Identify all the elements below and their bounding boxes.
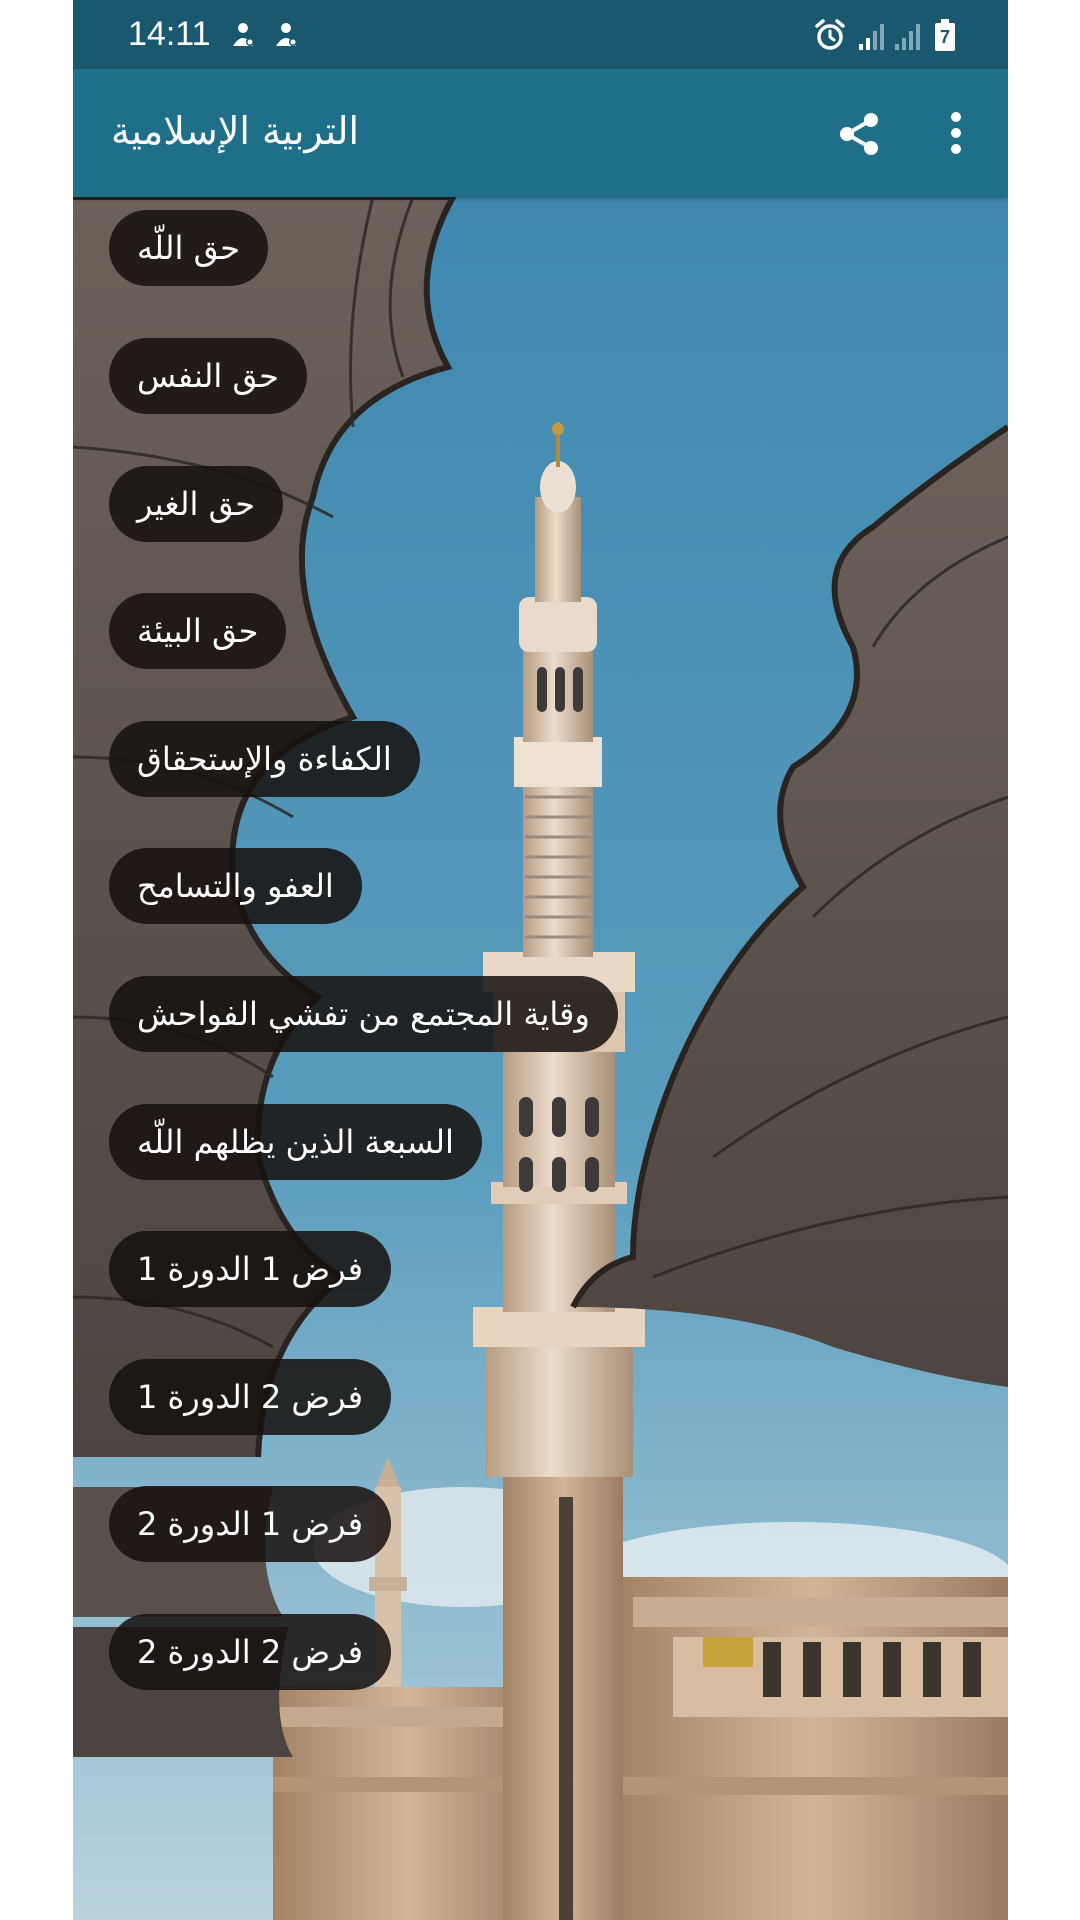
status-bar (73, 0, 1008, 69)
app-bar (73, 69, 1008, 197)
share-icon (835, 110, 883, 158)
menu-item-haq-alghayr[interactable]: حق الغير (109, 466, 283, 542)
menu-item-alkafaa[interactable]: الكفاءة والإستحقاق (109, 721, 420, 797)
notification-icon (230, 20, 256, 50)
menu-item-fard-1-dawra-2[interactable]: فرض 1 الدورة 2 (109, 1486, 391, 1562)
more-vert-icon (950, 111, 962, 155)
app-title: التربية الإسلامية (111, 109, 360, 153)
menu-item-haq-allah[interactable]: حق اللّه (109, 210, 268, 286)
app-screen (73, 0, 1008, 1920)
signal-icon (857, 18, 885, 52)
menu-item-fard-2-dawra-2[interactable]: فرض 2 الدورة 2 (109, 1614, 391, 1690)
menu-item-fard-2-dawra-1[interactable]: فرض 2 الدورة 1 (109, 1359, 391, 1435)
menu-item-alafw[interactable]: العفو والتسامح (109, 848, 362, 924)
menu-item-fard-1-dawra-1[interactable]: فرض 1 الدورة 1 (109, 1231, 391, 1307)
signal-icon (893, 18, 921, 52)
menu-item-alsabaa[interactable]: السبعة الذين يظلهم اللّه (109, 1104, 482, 1180)
menu-item-wiqaya[interactable]: وقاية المجتمع من تفشي الفواحش (109, 976, 618, 1052)
notification-icon (273, 20, 299, 50)
status-time: 14:11 (128, 15, 211, 53)
menu-item-haq-albiaa[interactable]: حق البيئة (109, 593, 286, 669)
menu-item-haq-alnafs[interactable]: حق النفس (109, 338, 307, 414)
alarm-icon (813, 18, 847, 52)
battery-icon (933, 18, 957, 52)
battery-level: 7 (939, 27, 950, 47)
overflow-menu-button[interactable] (936, 103, 976, 163)
share-button[interactable] (830, 105, 888, 163)
